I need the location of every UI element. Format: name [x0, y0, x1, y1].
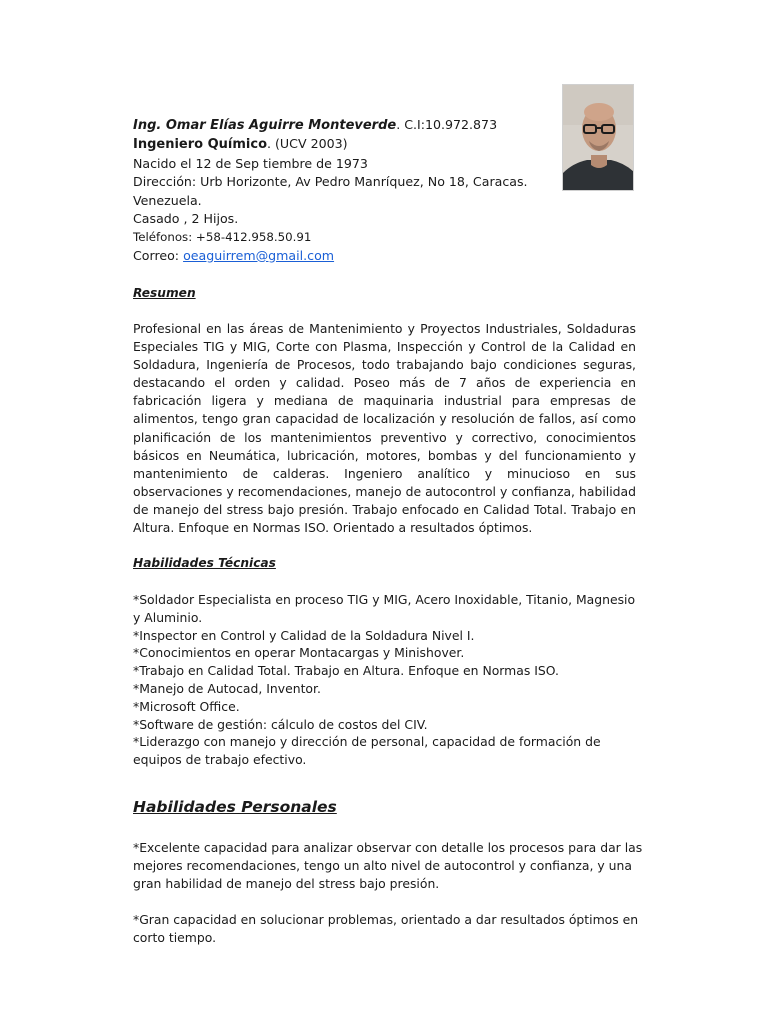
- list-item: *Software de gestión: cálculo de costos del CIV.: [133, 716, 428, 732]
- list-item: *Trabajo en Calidad Total. Trabajo en Altura. Enfoque en Normas ISO.: [133, 663, 559, 679]
- profession-line: [133, 135, 553, 154]
- address-line-1: Dirección: Urb Horizonte, Av Pedro Manríquez, No 18, Caracas.: [133, 174, 528, 190]
- full-name: Ing. Omar Elías Aguirre Monteverde: [133, 118, 397, 133]
- profile-photo: [562, 84, 634, 191]
- marital-status: Casado , 2 Hijos.: [133, 211, 239, 227]
- university: . (UCV 2003): [267, 136, 348, 152]
- email-label: Correo:: [133, 247, 184, 263]
- resumen-heading: Resumen: [133, 286, 196, 300]
- contact-header: [133, 116, 553, 265]
- address-line-2: Venezuela.: [133, 192, 202, 208]
- profession: Ingeniero Químico: [133, 137, 268, 153]
- tecnicas-list: [133, 591, 641, 769]
- resumen-text: Profesional en las áreas de Mantenimiento y Proyectos Industriales, Soldaduras Especiales TIG y MIG, Corte con Plasma, Inspección y Control de la Calidad en Soldadura, Ingeniería de Procesos, todo trabajando bajo condiciones seguras, destacando el orden y calidad. Poseo más de 7 años de experiencia en fabricación ligera y mediana de maquinaria industrial para empresas de alimentos, tengo gran capacidad de localización y resolución de fallos, así como planificación de los mantenimientos preventivo y correctivo, conocimientos básicos en Neumática, lubricación, motores, bombas y del funcionamiento y mantenimiento de calderas. Ingeniero analítico y minucioso en sus observaciones y recomendaciones, manejo de autocontrol y confianza, habilidad de manejo del stress bajo presión. Trabajo enfocado en Calidad Total. Trabajo en Altura. Enfoque en Normas ISO. Orientado a resultados óptimos.: [133, 321, 636, 536]
- list-item: *Liderazgo con manejo y dirección de personal, capacidad de formación de equipos de trabajo efectivo.: [133, 734, 601, 768]
- birth-date: Nacido el 12 de Sep tiembre de 1973: [133, 155, 368, 171]
- name-line: [133, 116, 553, 135]
- list-item: *Inspector en Control y Calidad de la Soldadura Nivel I.: [133, 627, 475, 643]
- id-number: . C.I:10.972.873: [396, 117, 498, 132]
- list-item: *Microsoft Office.: [133, 698, 240, 714]
- tecnicas-heading: Habilidades Técnicas: [133, 556, 276, 570]
- email-line: [133, 247, 553, 265]
- email-link[interactable]: oeaguirrem@gmail.com: [183, 247, 335, 263]
- list-item: *Manejo de Autocad, Inventor.: [133, 680, 321, 696]
- list-item: *Soldador Especialista en proceso TIG y MIG, Acero Inoxidable, Titanio, Magnesio y Aluminio.: [133, 592, 636, 625]
- phone-numbers: Teléfonos: +58-412.958.50.91: [133, 230, 312, 245]
- personales-para-1: *Excelente capacidad para analizar observar con detalle los procesos para dar las mejores recomendaciones, tengo un alto nivel de autocontrol y confianza, y una gran habilidad de manejo del stress bajo presión.: [133, 840, 643, 891]
- personales-heading: Habilidades Personales: [133, 798, 337, 816]
- personales-para-2: *Gran capacidad en solucionar problemas, orientado a dar resultados óptimos en corto tiempo.: [133, 912, 639, 945]
- list-item: *Conocimientos en operar Montacargas y Minishover.: [133, 645, 465, 661]
